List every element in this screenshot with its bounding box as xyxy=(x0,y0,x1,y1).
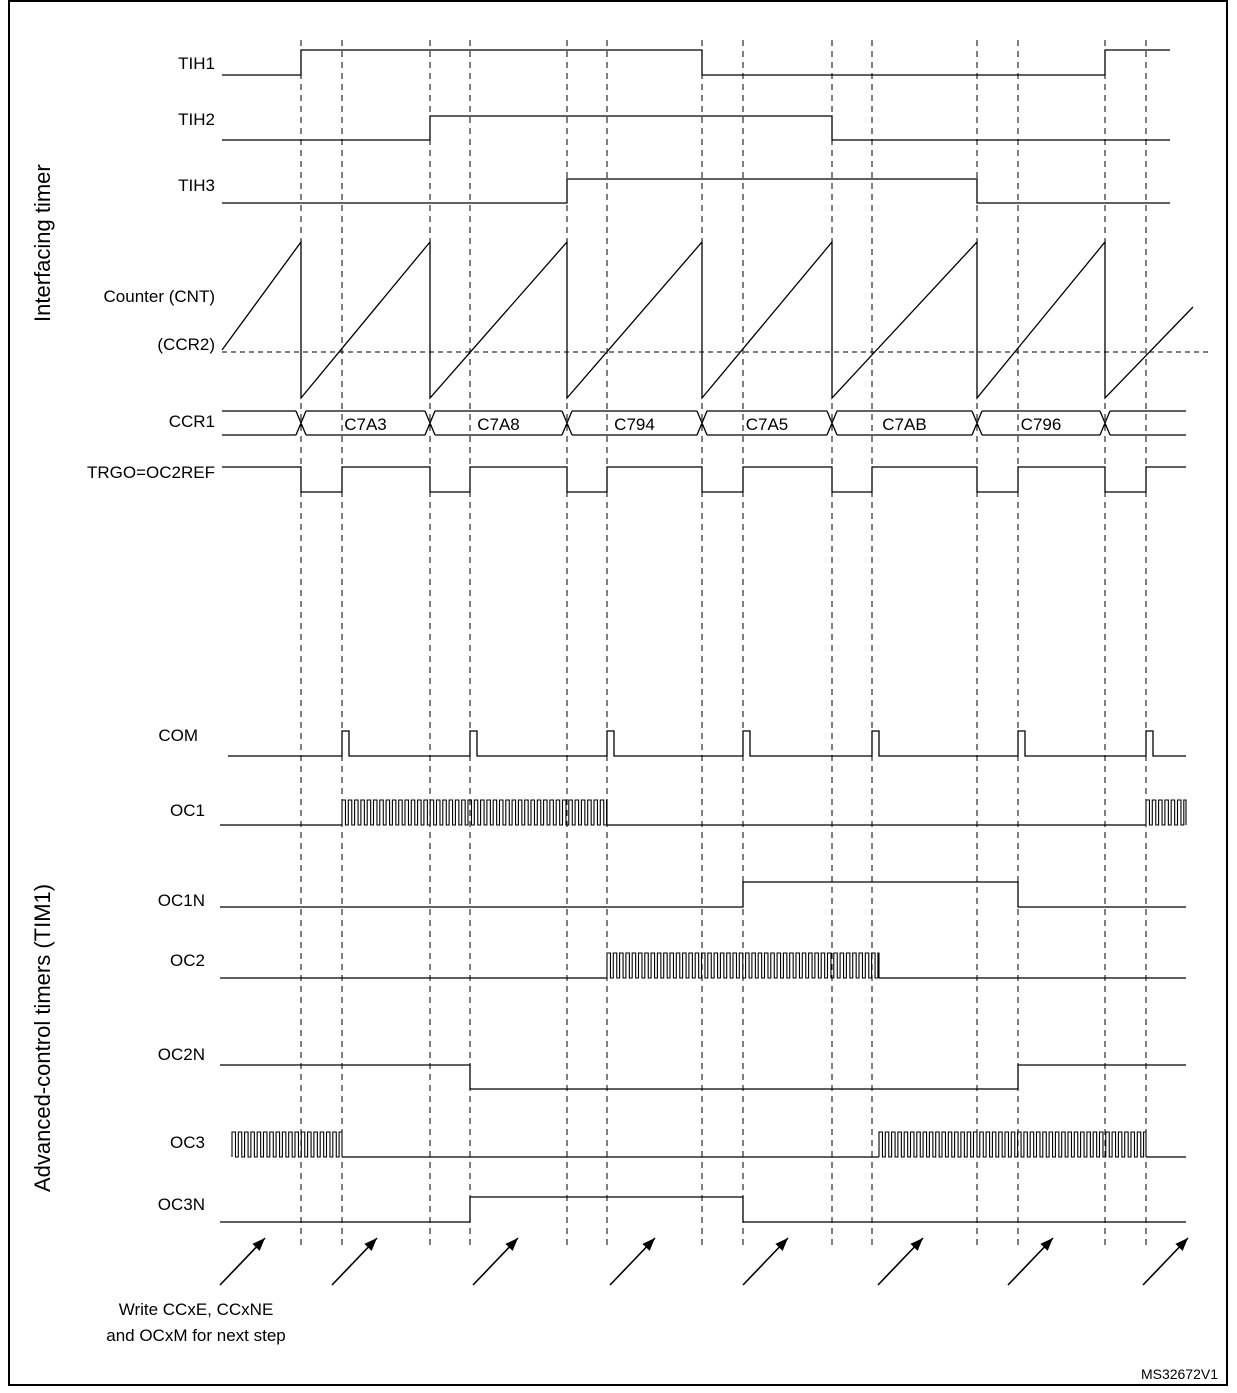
ccr1-bus xyxy=(222,411,1186,435)
ccr2-label: (CCR2) xyxy=(157,335,215,354)
oc1-pwm-burst-end xyxy=(1146,800,1186,825)
ccr1-label: CCR1 xyxy=(168,412,215,431)
trgo-waveform xyxy=(222,467,1186,492)
vertical-guides xyxy=(301,40,1146,1250)
com-waveform xyxy=(228,731,1186,756)
interfacing-timer-title: Interfacing timer xyxy=(30,164,55,322)
oc2n-waveform xyxy=(220,1065,1186,1089)
com-label: COM xyxy=(158,726,198,745)
write-step-arrows xyxy=(220,1238,1188,1285)
oc3n-label: OC3N xyxy=(157,1195,205,1214)
ccr1-value: C794 xyxy=(614,415,655,434)
timing-diagram xyxy=(10,2,1230,1388)
counter-waveform xyxy=(222,242,1193,398)
document-id: MS32672V1 xyxy=(1140,1366,1218,1382)
ccr1-value: C796 xyxy=(1020,415,1062,434)
oc2n-label: OC2N xyxy=(157,1045,205,1064)
oc3-label: OC3 xyxy=(170,1133,205,1152)
ccr1-value: C7A8 xyxy=(477,415,520,434)
diagram-frame xyxy=(8,0,1228,1386)
tih1-waveform xyxy=(222,50,1170,75)
oc3-pwm-burst-start xyxy=(232,1132,342,1157)
tih2-waveform xyxy=(222,116,1170,140)
ccr1-value: C7AB xyxy=(882,415,927,434)
tih1-label: TIH1 xyxy=(178,54,215,73)
tih3-label: TIH3 xyxy=(178,176,215,195)
counter-label: Counter (CNT) xyxy=(103,287,215,306)
write-note-line2: and OCxM for next step xyxy=(106,1326,286,1345)
oc2-label: OC2 xyxy=(170,951,205,970)
oc3n-waveform xyxy=(220,1197,1186,1222)
ccr1-value: C7A3 xyxy=(344,415,387,434)
oc1n-waveform xyxy=(220,882,1186,907)
tih3-waveform xyxy=(222,179,1170,203)
oc1-label: OC1 xyxy=(170,801,205,820)
trgo-label: TRGO=OC2REF xyxy=(87,463,215,482)
advanced-timers-title: Advanced-control timers (TIM1) xyxy=(30,883,55,1192)
oc1n-label: OC1N xyxy=(157,891,205,910)
oc3-pwm-burst xyxy=(879,1132,1146,1157)
tih2-label: TIH2 xyxy=(178,110,215,129)
ccr1-value: C7A5 xyxy=(745,415,789,434)
write-note-line1: Write CCxE, CCxNE xyxy=(118,1300,274,1319)
oc2-pwm-burst xyxy=(607,953,879,978)
